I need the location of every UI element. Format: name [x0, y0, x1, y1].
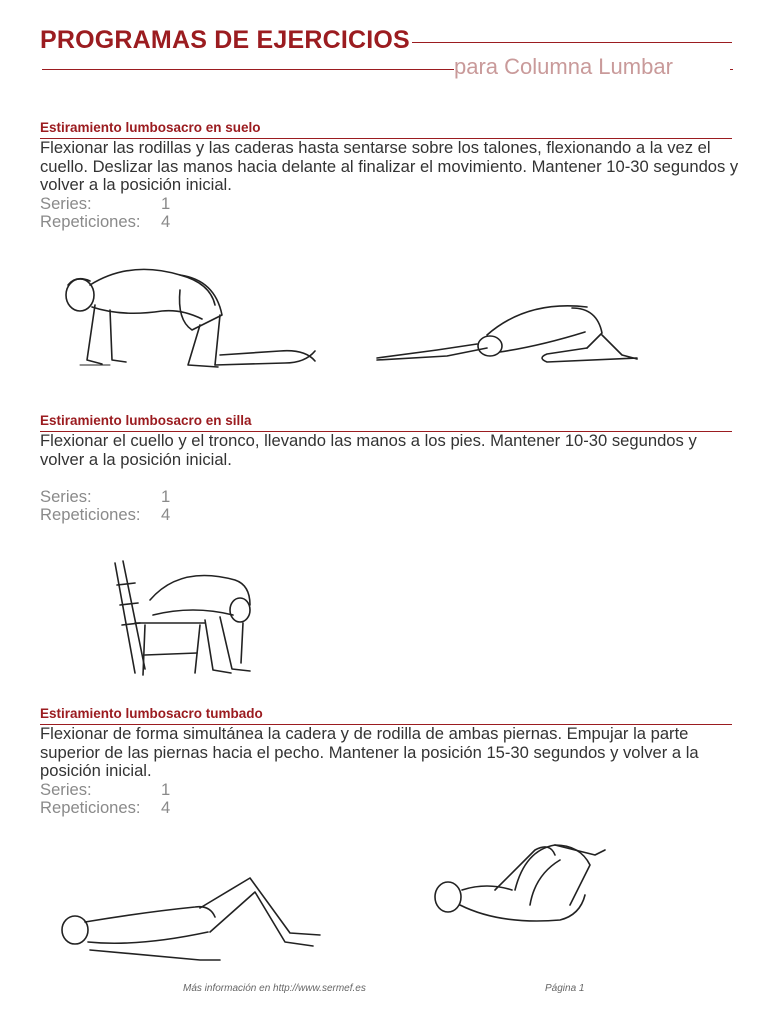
page-title: PROGRAMAS DE EJERCICIOS — [40, 26, 410, 54]
series-value: 1 — [161, 194, 171, 213]
illustration-knees-to-chest — [420, 835, 620, 945]
repetitions-label: Repeticiones: — [40, 505, 141, 524]
section-description: Flexionar las rodillas y las caderas hasta sentarse sobre los talones, flexionando a la vez el cuello. Deslizar las manos hacia delante al finalizar el movimiento. Mantener 10-30 segundos y volver a la posición inicial. — [40, 138, 739, 194]
title-divider — [412, 42, 732, 43]
section-heading-chair: Estiramiento lumbosacro en silla — [40, 413, 252, 428]
series-value: 1 — [161, 780, 171, 799]
section-heading-lying: Estiramiento lumbosacro tumbado — [40, 706, 263, 721]
series-label: Series: — [40, 780, 92, 799]
illustration-all-fours — [50, 255, 330, 375]
repetitions-value: 4 — [161, 212, 171, 231]
illustration-lying-bent-knees — [50, 870, 330, 970]
subtitle-divider — [42, 69, 454, 70]
repetitions-value: 4 — [161, 505, 171, 524]
illustration-child-pose — [372, 290, 652, 370]
section-heading-floor: Estiramiento lumbosacro en suelo — [40, 120, 261, 135]
illustration-chair-bend — [105, 555, 265, 680]
page-subtitle: para Columna Lumbar — [454, 54, 673, 79]
repetitions-value: 4 — [161, 798, 171, 817]
repetitions-label: Repeticiones: — [40, 212, 141, 231]
section-description: Flexionar de forma simultánea la cadera y de rodilla de ambas piernas. Empujar la parte superior de las piernas hacia el pecho. Mantener la posición 15-30 segundos y volver a la posición inicial. — [40, 724, 699, 780]
subtitle-divider-end — [730, 69, 733, 70]
series-label: Series: — [40, 194, 92, 213]
footer-info-link[interactable]: Más información en http://www.sermef.es — [183, 983, 366, 994]
section-description: Flexionar el cuello y el tronco, llevando las manos a los pies. Mantener 10-30 segundos y volver a la posición inicial. — [40, 431, 697, 469]
repetitions-label: Repeticiones: — [40, 798, 141, 817]
page-number: Página 1 — [545, 983, 585, 994]
series-value: 1 — [161, 487, 171, 506]
series-label: Series: — [40, 487, 92, 506]
